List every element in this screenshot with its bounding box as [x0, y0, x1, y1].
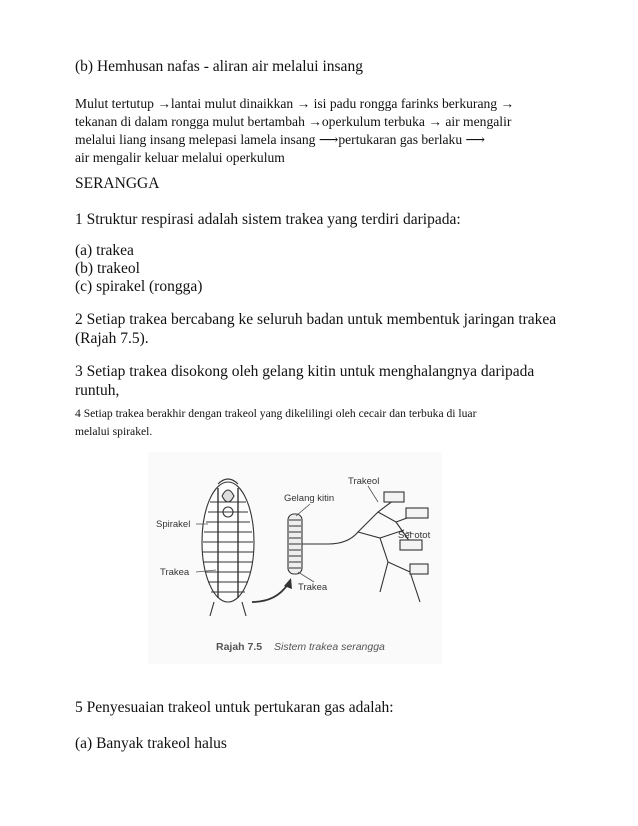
label-trakea-left: Trakea: [160, 567, 190, 578]
point-2-line: (Rajah 7.5).: [75, 330, 149, 347]
section-title: SERANGGA: [75, 175, 160, 192]
point-1-text: 1 Struktur respirasi adalah sistem trakea yang terdiri daripada:: [75, 211, 461, 228]
point-5-item: (a) Banyak trakeol halus: [75, 735, 227, 752]
label-gelang-kitin: Gelang kitin: [284, 493, 335, 504]
tracheal-system-figure: [148, 452, 442, 664]
point-4-line: melalui spirakel.: [75, 425, 153, 438]
point-1-item: (b) trakeol: [75, 260, 140, 277]
label-spirakel: Spirakel: [156, 519, 191, 530]
figure-caption-number: Rajah 7.5: [216, 641, 263, 653]
point-2-line: 2 Setiap trakea bercabang ke seluruh badan untuk membentuk jaringan trakea: [75, 311, 557, 328]
section-b-heading: (b) Hemhusan nafas - aliran air melalui insang: [75, 58, 363, 75]
section-b-line: air mengalir keluar melalui operkulum: [75, 150, 285, 165]
point-4-line: 4 Setiap trakea berakhir dengan trakeol yang dikelilingi oleh cecair dan terbuka di luar: [75, 407, 477, 420]
section-b-line: melalui liang insang melepasi lamela insang ⟶pertukaran gas berlaku ⟶: [75, 132, 486, 147]
point-1-item: (a) trakea: [75, 242, 134, 259]
section-b-line: Mulut tertutup →lantai mulut dinaikkan → isi padu rongga farinks berkurang →: [75, 96, 515, 111]
label-trakeol: Trakeol: [348, 476, 380, 487]
insect-diagram: [148, 452, 442, 664]
point-1-item: (c) spirakel (rongga): [75, 278, 203, 295]
point-5-text: 5 Penyesuaian trakeol untuk pertukaran gas adalah:: [75, 699, 394, 716]
figure-caption-text: Sistem trakea serangga: [274, 641, 385, 653]
point-3-line: runtuh,: [75, 382, 120, 399]
label-trakea-right: Trakea: [298, 582, 328, 593]
label-sel-otot: Sel otot: [398, 530, 431, 541]
point-3-line: 3 Setiap trakea disokong oleh gelang kitin untuk menghalangnya daripada: [75, 363, 535, 380]
section-b-line: tekanan di dalam rongga mulut bertambah →operkulum terbuka → air mengalir: [75, 114, 512, 129]
